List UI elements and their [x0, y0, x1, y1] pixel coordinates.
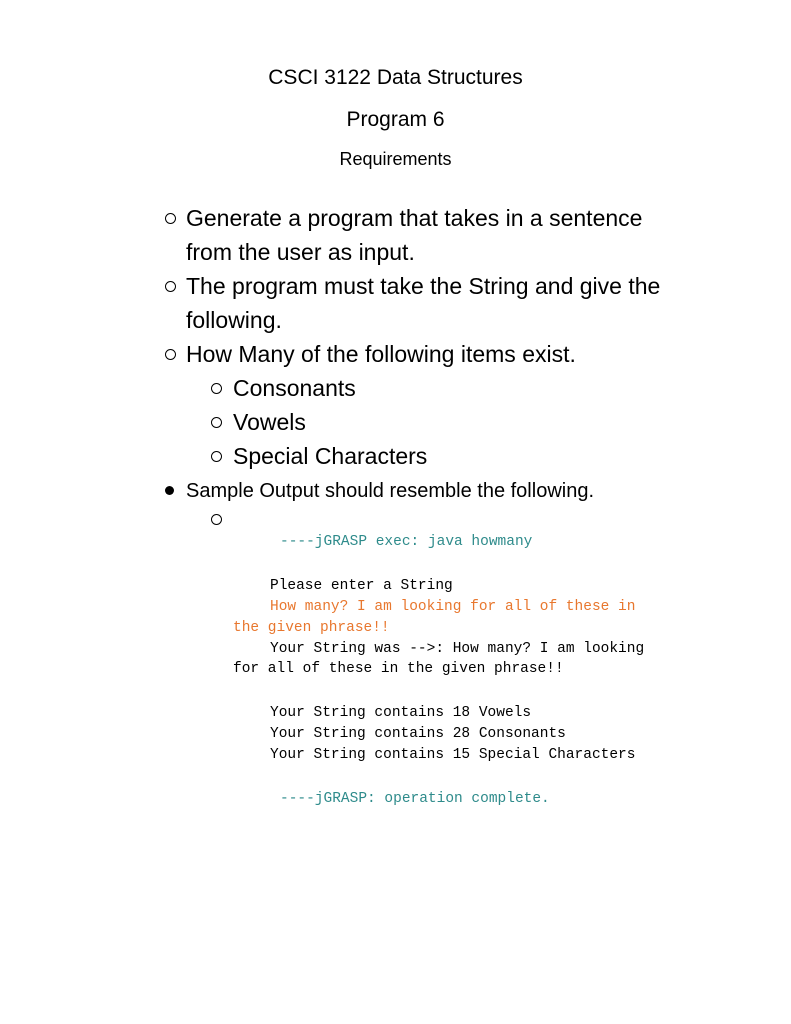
hollow-circle-bullet-icon: [165, 281, 176, 292]
sub-item-special-characters: Special Characters: [233, 443, 428, 469]
console-exec-line: ----jGRASP exec: java howmany: [280, 534, 533, 550]
requirements-heading: Requirements: [339, 149, 452, 169]
filled-disc-bullet-icon: [165, 486, 174, 495]
sub-item-consonants: Consonants: [233, 375, 356, 401]
sample-output-label: Sample Output should resemble the following.: [186, 480, 595, 502]
console-vowels-line: Your String contains 18 Vowels: [270, 705, 532, 721]
course-title: CSCI 3122 Data Structures: [268, 66, 523, 89]
hollow-circle-bullet-icon: [211, 514, 222, 525]
requirement-2-line-1: The program must take the String and give the: [186, 273, 661, 299]
hollow-circle-bullet-icon: [165, 349, 176, 360]
requirement-1-line-1: Generate a program that takes in a sentence: [186, 205, 643, 231]
hollow-circle-bullet-icon: [211, 417, 222, 428]
requirement-2-line-2: following.: [186, 307, 282, 333]
console-echo-line-2: for all of these in the given phrase!!: [233, 661, 564, 677]
console-prompt: Please enter a String: [270, 578, 453, 594]
hollow-circle-bullet-icon: [165, 213, 176, 224]
requirement-1-line-2: from the user as input.: [186, 239, 415, 265]
console-consonants-line: Your String contains 28 Consonants: [270, 726, 566, 742]
console-input-line-1: How many? I am looking for all of these in: [270, 599, 636, 615]
console-special-line: Your String contains 15 Special Characters: [270, 747, 636, 763]
console-echo-line-1: Your String was -->: How many? I am looking: [270, 641, 645, 657]
sub-item-vowels: Vowels: [233, 409, 306, 435]
requirement-3: How Many of the following items exist.: [186, 341, 576, 367]
hollow-circle-bullet-icon: [211, 451, 222, 462]
hollow-circle-bullet-icon: [211, 383, 222, 394]
program-title: Program 6: [346, 108, 445, 131]
console-input-line-2: the given phrase!!: [233, 620, 390, 636]
console-complete-line: ----jGRASP: operation complete.: [280, 791, 550, 807]
